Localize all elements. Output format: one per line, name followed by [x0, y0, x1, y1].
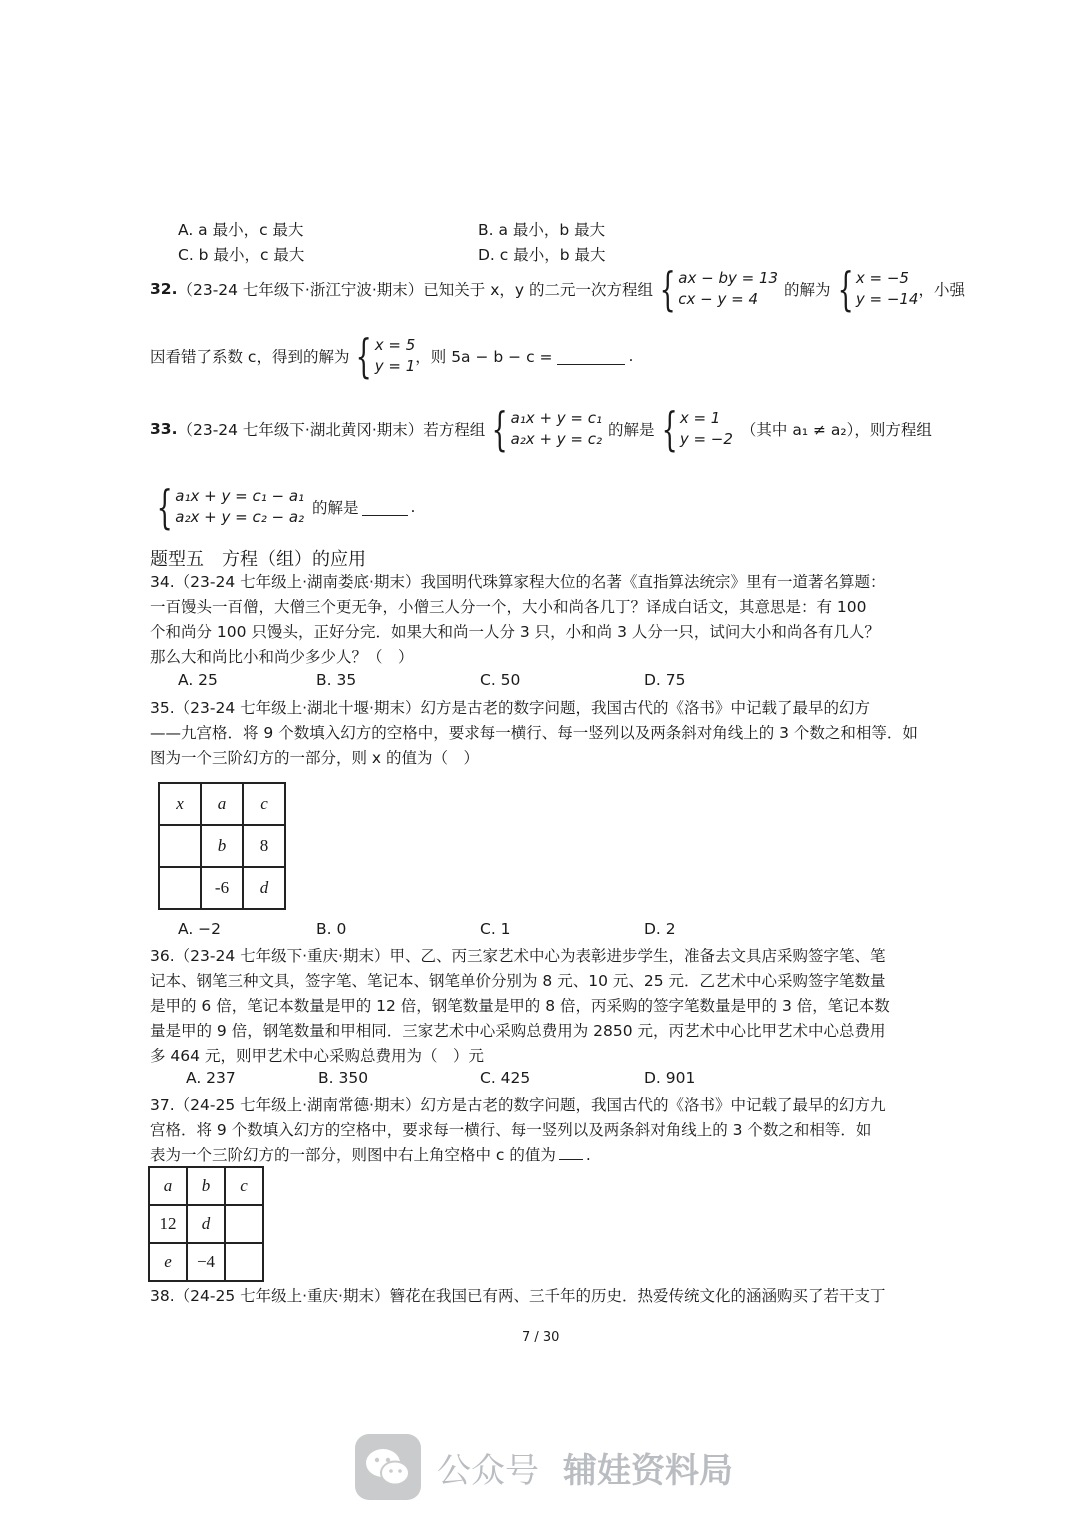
q33-text2: 的解是	[608, 421, 655, 439]
q34-line3: 个和尚分 100 只馒头，正好分完．如果大和尚一人分 3 只，小和尚 3 人分一只，试问大小和尚各有几人？	[150, 623, 880, 641]
q31-option-c: C. b 最小，c 最大	[178, 246, 305, 264]
q32-solution: { x = −5 y = −14	[837, 262, 919, 316]
q37-line2: 宫格．将 9 个数填入幻方的空格中，要求每一横行、每一竖列以及两条斜对角线上的 3 个数之和相等．如	[150, 1121, 872, 1139]
q37-answer-blank	[559, 1145, 583, 1160]
watermark	[355, 1434, 733, 1500]
q32-text2: 的解为	[784, 281, 831, 299]
q33-text4: 的解是	[312, 499, 359, 517]
q35-cell: -6	[201, 867, 243, 909]
q32-wrong1: x = 5	[374, 336, 416, 354]
q37-cell: d	[187, 1205, 225, 1243]
q37-cell: b	[187, 1167, 225, 1205]
q33-system: { a₁x + y = c₁ a₂x + y = c₂	[491, 402, 603, 456]
watermark-name: 辅娃资料局	[563, 1450, 733, 1491]
q38-line1: 38.（24-25 七年级上·重庆·期末）簪花在我国已有两、三千年的历史．热爱传统文化的涵涵购买了若干支丁	[150, 1287, 886, 1305]
q37-magic-square	[148, 1166, 264, 1282]
q32-eq1: ax − by = 13	[678, 269, 779, 287]
q33-eq1: a₁x + y = c₁	[510, 409, 603, 427]
q35-line1: 35.（23-24 七年级上·湖北十堰·期末）幻方是古老的数字问题，我国古代的《洛书》中记载了最早的幻方	[150, 699, 870, 717]
q35-line3: 图为一个三阶幻方的一部分，则 x 的值为（ ）	[150, 749, 480, 767]
q32-source: （23-24 七年级下·浙江宁波·期末）	[177, 281, 424, 299]
q32-line2	[150, 329, 634, 383]
q33-eq3: a₁x + y = c₁ − a₁	[175, 487, 305, 505]
q37-cell	[225, 1243, 263, 1281]
q37-cell	[225, 1205, 263, 1243]
q35-cell	[159, 825, 201, 867]
q32-sol2: y = −14	[855, 290, 919, 308]
q33-eq2: a₂x + y = c₂	[510, 430, 603, 448]
q33-line2	[150, 480, 416, 534]
q32-number: 32.	[150, 280, 178, 298]
section-title: 题型五 方程（组）的应用	[150, 549, 366, 570]
watermark-label: 公众号	[437, 1450, 539, 1491]
q31-option-d: D. c 最小，b 最大	[478, 246, 606, 264]
q35-cell: d	[243, 867, 285, 909]
q36-option-c: C. 425	[480, 1069, 531, 1087]
q34-line1: 34.（23-24 七年级上·湖南娄底·期末）我国明代珠算家程大位的名著《直指算法统宗》里有一道著名算题：	[150, 573, 886, 591]
q36-line3: 是甲的 6 倍，笔记本数量是甲的 12 倍，钢笔数量是甲的 8 倍，丙采购的签字笔数量是甲的 3 倍，笔记本数	[150, 997, 890, 1015]
q37-line3: 表为一个三阶幻方的一部分，则图中右上角空格中 c 的值为	[150, 1146, 556, 1164]
q33-solution: { x = 1 y = −2	[661, 402, 733, 456]
q35-cell: 8	[243, 825, 285, 867]
q32-answer-blank	[557, 348, 625, 365]
q32-sol1: x = −5	[855, 269, 909, 287]
q35-cell	[159, 867, 201, 909]
page-number: 7 / 30	[522, 1330, 560, 1345]
q36-line4: 量是甲的 9 倍，钢笔数量和甲相同．三家艺术中心采购总费用为 2850 元，丙艺术中心比甲艺术中心总费用	[150, 1022, 886, 1040]
q32-text4: 因看错了系数 c，得到的解为	[150, 348, 350, 366]
q32-text5: ，则 5a − b − c =	[415, 348, 553, 366]
q32-wrong-solution: { x = 5 y = 1	[356, 329, 416, 383]
q33-sol1: x = 1	[679, 409, 721, 427]
q32-system: { ax − by = 13 cx − y = 4	[659, 262, 779, 316]
q34-option-c: C. 50	[480, 671, 521, 689]
q33-line1	[150, 402, 932, 456]
q33-number: 33.	[150, 420, 178, 438]
q36-line1: 36.（23-24 七年级下·重庆·期末）甲、乙、丙三家艺术中心为表彰进步学生，准备去文具店采购签字笔、笔	[150, 947, 886, 965]
q36-line5: 多 464 元，则甲艺术中心采购总费用为（ ）元	[150, 1047, 484, 1065]
q35-cell: a	[201, 783, 243, 825]
q37-cell: −4	[187, 1243, 225, 1281]
q35-cell: c	[243, 783, 285, 825]
q34-line2: 一百馒头一百僧，大僧三个更无争，小僧三人分一个，大小和尚各几丁？译成白话文，其意思是：有 100	[150, 598, 867, 616]
q31-option-a: A. a 最小，c 最大	[178, 221, 304, 239]
q35-option-b: B. 0	[316, 920, 347, 938]
q32-eq2: cx − y = 4	[678, 290, 759, 308]
q34-option-a: A. 25	[178, 671, 218, 689]
q35-cell: b	[201, 825, 243, 867]
q36-option-a: A. 237	[186, 1069, 236, 1087]
q36-option-d: D. 901	[644, 1069, 696, 1087]
q33-source: （23-24 七年级下·湖北黄冈·期末）	[177, 421, 424, 439]
q37-cell: e	[149, 1243, 187, 1281]
q35-option-c: C. 1	[480, 920, 511, 938]
q32-line1	[150, 262, 965, 316]
q35-magic-square	[158, 782, 286, 910]
q33-sol2: y = −2	[679, 430, 733, 448]
q32-text1: 已知关于 x，y 的二元一次方程组	[423, 281, 653, 299]
q33-end: .	[410, 498, 416, 516]
q37-cell: c	[225, 1167, 263, 1205]
q35-cell: x	[159, 783, 201, 825]
q31-option-b: B. a 最小，b 最大	[478, 221, 606, 239]
q37-line3-end: .	[585, 1146, 591, 1164]
q33-text3: （其中 a₁ ≠ a₂），则方程组	[740, 421, 932, 439]
q32-wrong2: y = 1	[374, 357, 416, 375]
q32-end: .	[628, 347, 634, 365]
q36-option-b: B. 350	[318, 1069, 369, 1087]
q34-option-d: D. 75	[644, 671, 686, 689]
q35-option-a: A. −2	[178, 920, 222, 938]
q36-line2: 记本、钢笔三种文具，签字笔、笔记本、钢笔单价分别为 8 元、10 元、25 元．乙艺术中心采购签字笔数量	[150, 972, 886, 990]
q35-option-d: D. 2	[644, 920, 676, 938]
q37-cell: 12	[149, 1205, 187, 1243]
q34-option-b: B. 35	[316, 671, 357, 689]
q33-eq4: a₂x + y = c₂ − a₂	[175, 508, 305, 526]
q37-line3-wrap	[150, 1143, 591, 1165]
q33-text1: 若方程组	[423, 421, 486, 439]
q34-line4: 那么大和尚比小和尚少多少人？（ ）	[150, 648, 414, 666]
q37-line1: 37.（24-25 七年级上·湖南常德·期末）幻方是古老的数字问题，我国古代的《洛书》中记载了最早的幻方九	[150, 1096, 886, 1114]
q32-text3: ，小强	[918, 281, 965, 299]
wechat-icon	[355, 1434, 421, 1500]
q33-system2: { a₁x + y = c₁ − a₁ a₂x + y = c₂ − a₂	[156, 480, 305, 534]
q35-line2: ——九宫格．将 9 个数填入幻方的空格中，要求每一横行、每一竖列以及两条斜对角线上的 3 个数之和相等．如	[150, 724, 918, 742]
q33-answer-blank	[362, 499, 408, 516]
q37-cell: a	[149, 1167, 187, 1205]
